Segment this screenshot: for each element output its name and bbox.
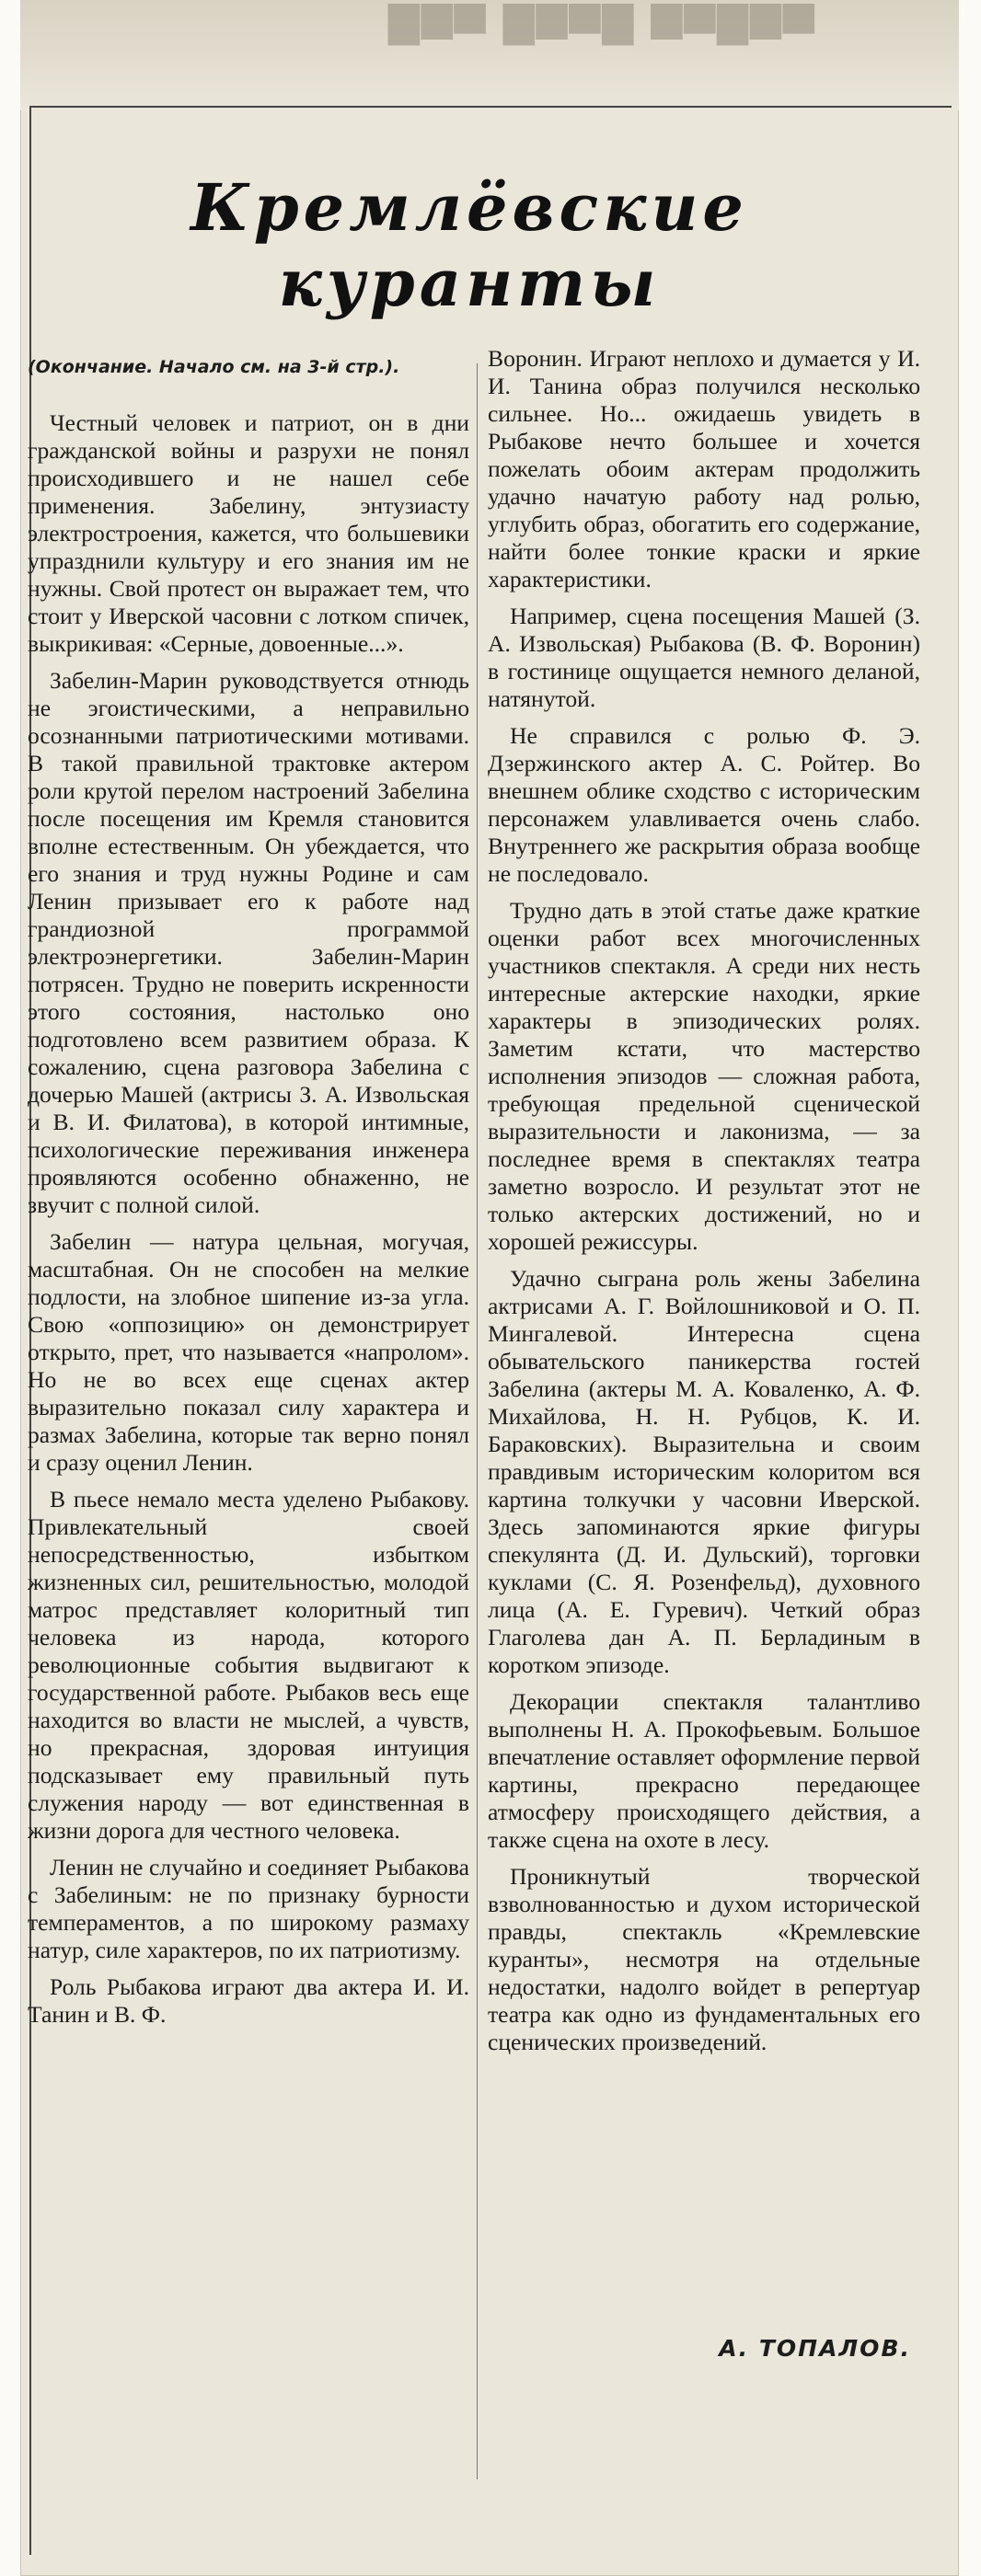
paragraph: Забелин-Марин руководствуется отнюдь не эгоистическими, а неправильно осознанными патриотическими мотивами. В такой правильной трактовке актером роли крутой перелом настроений Забелина после посещения им Кремля становится вполне естественным. Он убеждается, что его знания и труд нужны Родине и сам Ленин призывает его к работе над грандиозной программой электроэнергетики. Забелин-Марин потрясен. Трудно не поверить искренности этого состояния, настолько оно подготовлено всем развитием образа. К сожалению, сцена разговора Забелина с дочерью Машей (актрисы З. А. Извольская и В. И. Филатова), в которой интимные, психологические переживания инженера проявляются особенно обнаженно, не звучит с полной силой. — [28, 667, 469, 1218]
paragraph: Декорации спектакля талантливо выполнены Н. А. Прокофьевым. Большое впечатление оставляет оформление первой картины, прекрасно передающее атмосферу происходящего действия, а также сцена на охоте в лесу. — [488, 1688, 920, 1853]
paragraph: Ленин не случайно и соединяет Рыбакова с Забелиным: не по признаку бурности темпераментов, а по широкому размаху натур, силе характеров, по их патриотизму. — [28, 1854, 469, 1963]
paragraph: Роль Рыбакова играют два актера И. И. Танин и В. Ф. — [28, 1973, 469, 2028]
paragraph: В пьесе немало места уделено Рыбакову. Привлекательный своей непосредственностью, избытком жизненных сил, решительностью, молодой матрос представляет колоритный тип человека из народа, которого революционные события выдвигают к государственной работе. Рыбаков весь еще находится во власти не мыслей, а чувств, но прекрасная, здоровая интуиция подсказывает ему правильный путь служения народу — вот единственная в жизни дорога для честного человека. — [28, 1486, 469, 1844]
paragraph: Трудно дать в этой статье даже краткие оценки работ всех многочисленных участников спектакля. А среди них несть интересные актерские находки, яркие характеры в эпизодических ролях. Заметим кстати, что мастерство исполнения эпизодов — сложная работа, требующая предельной сценической выразительности и лаконизма, — за последнее время в спектаклях театра заметно возросло. И результат этот не только актерских достижений, но и хорошей режиссуры. — [488, 897, 920, 1255]
right-column — [488, 345, 920, 2065]
left-column — [28, 409, 469, 2038]
paragraph: Забелин — натура цельная, могучая, масштабная. Он не способен на мелкие подлости, на злобное шипение из-за угла. Свою «оппозицию» он демонстрирует открыто, прет, что называется «напролом». Но не во всех еще сценах актер выразительно показал силу характера и размах Забелина, которые так верно понял и сразу оценил Ленин. — [28, 1228, 469, 1476]
paragraph: Честный человек и патриот, он в дни гражданской войны и разрухи не понял происходившего и не нашел себе применения. Забелину, энтузиасту электростроения, кажется, что большевики упразднили культуру и его знания им не нужны. Свой протест он выражает тем, что стоит у Иверской часовни с лотком спичек, выкрикивая: «Серные, довоенные...». — [28, 409, 469, 657]
paragraph: Проникнутый творческой взволнованностью и духом исторической правды, спектакль «Кремлевские куранты», несмотря на отдельные недостатки, надолго войдет в репертуар театра как одно из фундаментальных его сценических произведений. — [488, 1863, 920, 2055]
title-line-1: Кремлёвские — [190, 169, 748, 246]
paragraph: Воронин. Играют неплохо и думается у И. И. Танина образ получился несколько сильнее. Но... ожидаешь увидеть в Рыбакове нечто большее и хочется пожелать обоим актерам продолжить удачно начатую работу над ролью, углубить образ, обогатить его содержание, найти более тонкие краски и яркие характеристики. — [488, 345, 920, 592]
paragraph: Удачно сыграна роль жены Забелина актрисами А. Г. Войлошниковой и О. П. Мингалевой. Интересна сцена обывательского паникерства гостей Забелина (актеры М. А. Коваленко, А. Ф. Михайлова, Н. Н. Рубцов, К. И. Бараковских). Выразительна и своим правдивым историческим колоритом вся картина толкучки у часовни Иверской. Здесь запоминаются яркие фигуры спекулянта (Д. И. Дульский), торговки куклами (С. Я. Розенфельд), духовного лица (А. Е. Гуревич). Четкий образ Глаголева дан А. П. Берладиным в коротком эпизоде. — [488, 1265, 920, 1678]
article-title — [0, 170, 939, 321]
title-line-2: куранты — [278, 245, 661, 321]
paragraph: Например, сцена посещения Машей (З. А. Извольская) Рыбакова (В. Ф. Воронин) в гостинице ощущается немного деланой, натянутой. — [488, 603, 920, 712]
paragraph: Не справился с ролью Ф. Э. Дзержинского актер А. С. Ройтер. Во внешнем облике сходство с историческим персонажем улавливается очень слабо. Внутреннего же раскрытия образа вообще не последовало. — [488, 722, 920, 887]
continuation-note: (Окончание. Начало см. на 3-й стр.). — [28, 357, 400, 377]
column-divider — [477, 363, 478, 2479]
mirrored-header-bleedthrough: ▇▆▅ ▇▆▅▇ ▆▅▇▆▅ — [388, 4, 816, 51]
torn-header-strip — [20, 0, 959, 110]
author-signature: А. ТОПАЛОВ. — [719, 2335, 911, 2362]
